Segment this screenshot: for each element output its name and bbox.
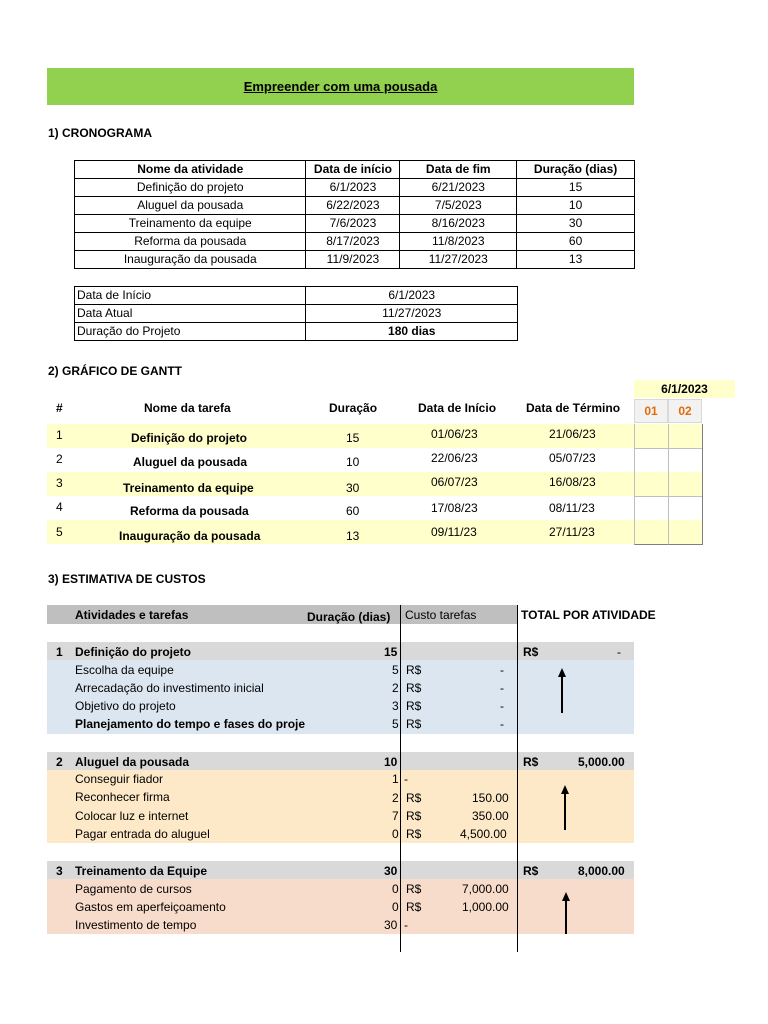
summary-label: Data Atual (75, 305, 306, 323)
group-name: Definição do projeto (75, 645, 192, 659)
task-currency: R$ (406, 809, 422, 823)
table-header-row (75, 161, 635, 179)
gantt-task-name: Aluguel da pousada (133, 455, 248, 469)
end-date: 11/8/2023 (400, 233, 517, 251)
task-cost: - (500, 681, 504, 695)
task-duration: 5 (392, 663, 399, 677)
gantt-task-name: Reforma da pousada (130, 504, 249, 518)
task-duration: 7 (392, 809, 399, 823)
group-currency: R$ (523, 864, 539, 878)
up-arrow-shaft (564, 793, 566, 830)
task-currency: R$ (406, 900, 422, 914)
gantt-end: 27/11/23 (549, 525, 595, 539)
project-summary-table (74, 286, 518, 341)
costs-col-activities: Atividades e tarefas (75, 608, 189, 622)
task-duration: 0 (392, 827, 399, 841)
start-date: 8/17/2023 (306, 233, 400, 251)
gantt-end: 05/07/23 (549, 451, 596, 465)
group-num: 3 (56, 864, 63, 878)
group-duration: 15 (384, 645, 398, 659)
gantt-row-num: 2 (56, 452, 63, 466)
page-title: Empreender com uma pousada (243, 79, 438, 94)
column-divider (400, 605, 401, 952)
group-total: 5,000.00 (578, 755, 625, 769)
task-duration: 0 (392, 882, 399, 896)
activity-name: Treinamento da equipe (75, 215, 306, 233)
duration: 15 (517, 179, 635, 197)
summary-value: 180 dias (306, 323, 518, 341)
group-duration: 30 (384, 864, 398, 878)
column-header: Duração (dias) (517, 161, 635, 179)
task-name: Colocar luz e internet (75, 809, 189, 823)
task-duration: 3 (392, 699, 399, 713)
gantt-row (47, 448, 634, 472)
group-name: Treinamento da Equipe (75, 864, 208, 878)
task-name: Investimento de tempo (75, 918, 197, 932)
gantt-col-duration: Duração (329, 401, 378, 415)
gantt-task-name: Treinamento da equipe (123, 481, 254, 495)
gantt-task-name: Definição do projeto (131, 431, 248, 445)
task-cost: - (500, 717, 504, 731)
gantt-duration: 10 (346, 455, 360, 469)
gantt-col-name: Nome da tarefa (144, 401, 231, 415)
task-name: Escolha da equipe (75, 663, 174, 677)
task-duration: 30 (384, 918, 398, 932)
task-name: Planejamento do tempo e fases do proje (75, 717, 306, 731)
end-date: 7/5/2023 (400, 197, 517, 215)
gantt-row (47, 472, 634, 496)
task-name: Gastos em aperfeiçoamento (75, 900, 226, 914)
summary-row (75, 287, 518, 305)
gantt-col-num: # (56, 401, 63, 415)
task-currency: R$ (406, 681, 422, 695)
gantt-task-name: Inauguração da pousada (119, 529, 261, 543)
task-currency: R$ (406, 699, 422, 713)
duration: 10 (517, 197, 635, 215)
costs-col-total: TOTAL POR ATIVIDADE (521, 608, 656, 622)
summary-value: 6/1/2023 (306, 287, 518, 305)
gantt-row-num: 5 (56, 525, 63, 539)
gantt-row (47, 424, 634, 448)
task-name: Conseguir fiador (75, 772, 164, 786)
group-currency: R$ (523, 755, 539, 769)
gantt-row-num: 1 (56, 428, 63, 442)
gantt-start: 09/11/23 (431, 525, 477, 539)
gantt-start: 22/06/23 (431, 451, 478, 465)
summary-row (75, 305, 518, 323)
up-arrow-shaft (561, 676, 563, 713)
cronograma-heading: 1) CRONOGRAMA (48, 126, 152, 140)
task-currency: R$ (406, 882, 422, 896)
task-name: Objetivo do projeto (75, 699, 176, 713)
gantt-duration: 15 (346, 431, 360, 445)
gantt-row (47, 496, 634, 520)
task-name: Arrecadação do investimento inicial (75, 681, 264, 695)
task-currency: R$ (406, 827, 422, 841)
costs-heading: 3) ESTIMATIVA DE CUSTOS (48, 572, 206, 586)
table-row (75, 233, 635, 251)
column-header: Data de fim (400, 161, 517, 179)
table-row (75, 179, 635, 197)
task-name: Pagamento de cursos (75, 882, 192, 896)
task-name: Reconhecer firma (75, 790, 170, 804)
group-currency: R$ (523, 645, 539, 659)
task-duration: 0 (392, 900, 399, 914)
task-duration: 1 (392, 772, 399, 786)
group-total: 8,000.00 (578, 864, 625, 878)
activity-name: Reforma da pousada (75, 233, 306, 251)
column-header: Data de início (306, 161, 400, 179)
start-date: 6/1/2023 (306, 179, 400, 197)
gantt-day-header: 02 (668, 399, 702, 423)
gantt-row-num: 4 (56, 500, 63, 514)
task-duration: 5 (392, 717, 399, 731)
summary-row (75, 323, 518, 341)
costs-col-duration: Duração (dias) (307, 610, 391, 624)
task-currency: R$ (406, 717, 422, 731)
task-currency: - (404, 918, 408, 932)
duration: 13 (517, 251, 635, 269)
cronograma-table (74, 160, 635, 269)
costs-col-task-cost: Custo tarefas (405, 608, 477, 622)
group-duration: 10 (384, 755, 398, 769)
end-date: 8/16/2023 (400, 215, 517, 233)
gantt-col-end: Data de Término (526, 401, 621, 415)
gantt-end: 21/06/23 (549, 427, 596, 441)
end-date: 6/21/2023 (400, 179, 517, 197)
gantt-col-start: Data de Início (418, 401, 497, 415)
task-duration: 2 (392, 681, 399, 695)
task-cost: 4,500.00 (460, 827, 507, 841)
task-cost: 150.00 (472, 791, 509, 805)
table-row (75, 251, 635, 269)
task-currency: R$ (406, 791, 422, 805)
gantt-start: 17/08/23 (431, 501, 478, 515)
summary-label: Data de Início (75, 287, 306, 305)
start-date: 6/22/2023 (306, 197, 400, 215)
activity-name: Aluguel da pousada (75, 197, 306, 215)
column-header: Nome da atividade (75, 161, 306, 179)
table-row (75, 197, 635, 215)
gantt-day-grid (634, 424, 702, 545)
start-date: 11/9/2023 (306, 251, 400, 269)
gantt-end: 08/11/23 (549, 501, 595, 515)
duration: 60 (517, 233, 635, 251)
task-cost: 350.00 (472, 809, 509, 823)
activity-name: Definição do projeto (75, 179, 306, 197)
start-date: 7/6/2023 (306, 215, 400, 233)
group-num: 1 (56, 645, 63, 659)
group-name: Aluguel da pousada (75, 755, 190, 769)
task-cost: 1,000.00 (462, 900, 509, 914)
gantt-duration: 30 (346, 481, 360, 495)
task-cost: 7,000.00 (462, 882, 509, 896)
gantt-start-date: 6/1/2023 (634, 380, 735, 398)
gantt-start: 06/07/23 (431, 475, 478, 489)
gantt-start: 01/06/23 (431, 427, 478, 441)
gantt-end: 16/08/23 (549, 475, 596, 489)
gantt-heading: 2) GRÁFICO DE GANTT (48, 364, 182, 378)
column-divider (517, 605, 518, 952)
task-currency: R$ (406, 663, 422, 677)
group-total: - (617, 645, 621, 659)
gantt-row-num: 3 (56, 476, 63, 490)
summary-label: Duração do Projeto (75, 323, 306, 341)
task-duration: 2 (392, 791, 399, 805)
task-name: Pagar entrada do aluguel (75, 827, 210, 841)
group-num: 2 (56, 755, 63, 769)
activity-name: Inauguração da pousada (75, 251, 306, 269)
table-row (75, 215, 635, 233)
gantt-day-header: 01 (634, 399, 668, 423)
duration: 30 (517, 215, 635, 233)
gantt-duration: 60 (346, 504, 360, 518)
title-banner (47, 68, 634, 105)
summary-value: 11/27/2023 (306, 305, 518, 323)
gantt-duration: 13 (346, 529, 360, 543)
task-currency: - (404, 772, 408, 786)
task-cost: - (500, 699, 504, 713)
up-arrow-shaft (565, 900, 567, 934)
task-cost: - (500, 663, 504, 677)
end-date: 11/27/2023 (400, 251, 517, 269)
gantt-row (47, 520, 634, 544)
